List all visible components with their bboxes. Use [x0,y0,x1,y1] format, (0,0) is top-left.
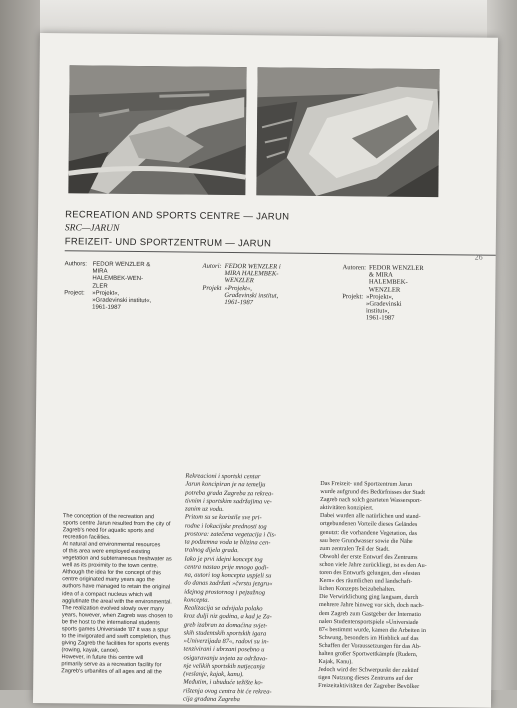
book-page [33,33,498,708]
authors-value: FEDOR WENZLER & MIRA HALEMBEK-WEN- ZLER [92,261,151,290]
authors-label: Autoren: [342,264,367,272]
project-label: Project: [64,290,85,297]
title-croatian: SRC—JARUN [64,223,120,234]
project-label: Projekt: [342,292,364,301]
body-text-german: Das Freizeit- und Sportzentrum Jarun wurde aufgrund des Bedürfnisses der Stadt Zagreb nach solch gearteten Wassersport- aktivitäten konzipiert. Dabei wurden alle natürlichen und stand- ortgebundenen Vorteile dieses Geländes genutzt: die vorhandene Vegetation, das sau bere Grundwasser sowie die Nähe zum zentralen Teil der Stadt. Obwohl der erste Entwurf des Zentrums schon viele Jahre zurückliegt, ist es den Au- toren des Entwurfs gelungen, den »festen Kern« des räumlichen und landschaft- lichen Konzepts beizubehalten. Die Verwirklichung ging langsam, durch mehrere Jahre hinweg vor sich, doch nach- dem Zagreb zum Gastgeber der Internatio nalen Studentensportspiele »Universiade 87« bestimmt wurde, kamen die Arbeiten in Schwung, besonders im Hinblick auf das Schaffen der Voraussetzungen für das Ab- halten großer Sportwettkämpfe (Rudern, Kajak, Kanu). Jedoch wird der Schwerpunkt der zukünf tigen Nutzung dieses Zentrums auf der Freizeitaktivitäten der Zagreber Bevölker [318,480,427,691]
title-rule [65,250,498,256]
authors-label: Autori: [202,262,222,270]
title-english: RECREATION AND SPORTS CENTRE — JARUN [65,209,290,223]
credits-german [342,264,473,323]
aerial-photo-lake-right [256,67,439,197]
body-text-croatian: Rekreacioni i sportski centar Jarun koncipiran je na temelju potreba grada Zagreba za rekrea- tivnim i sportskim sadržajima ve- zanim uz vodu. Pritom su se koristile sve pri- rodne i lokacijske prednosti tog prostora: zatečena vegetacija i čis- ta podzemna voda te blizina cen- tralnog dijela grada. Iako je prvi idejni koncept tog centra nastao prije mnogo godi- na, autori tog koncepta uspjeli su do danas zadržati »čvrstu jezgru« idejnog prostornog i pejzažnog koncepta. Realizacija se odvijala polako kroz dulji niz godina, a kad je Za- greb izabran za domaćina svjet- skih studentskih sportskih igara »Univerzijada 87«, radovi su in- tenzivirani i ubrzani posebno u osiguravanju uvjeta za održava- nje velikih sportskih natjecanja (veslanje, kajak, kanu). Međutim, i ubuduće težište ko- rištenja ovog centra bit će rekrea- cija građana Zagreba [182,472,277,703]
authors-label: Authors: [64,261,87,268]
project-value: »Projekt«, Građevinski institut, 1961-1987 [224,284,279,307]
authors-value: FEDOR WENZLER & MIRA HALEMBEK- WENZLER [368,264,424,294]
credits-croatian [202,263,332,308]
title-german: FREIZEIT- UND SPORTZENTRUM — JARUN [64,236,272,250]
authors-value: FEDOR WENZLER i MIRA HALEMBEK- WENZLER [224,262,281,285]
body-text-english: The conception of the recreation and sports centre Jarun resulted from the city of Zagreb's need for aquatic sports and recreation facilities. At natural and environmental resources of this area were employed existing vegetation and subterraneous freshwater as well as its proximity to the town centre. Although the idea for the concept of this centre originated many years ago the authors have managed to retain the original idea of a compact nucleus which will agglutinate the areal with the environmental. The realization evolved slowly over many years, however, when Zagreb was chosen to be the host to the international students sports games Universiade '87 it was a spur to the invigorated and swift completion, thus giving Zagreb the facilities for sports events (rowing, kayak, canoe). However, in future this centre will primarily serve as a recreation facility for Zagreb's urbanites of all ages and all the [61,513,173,676]
aerial-photo-lake-left [68,65,246,195]
page-number: 26 [474,252,483,262]
credits-english [64,261,177,313]
project-value: »Projekt«, »Gradevinski institut«, 1961-1987 [92,290,152,312]
project-label: Projekt [202,284,222,292]
project-value: »Projekt«, »Gradevinski institut«, 1961-1987 [365,293,402,323]
